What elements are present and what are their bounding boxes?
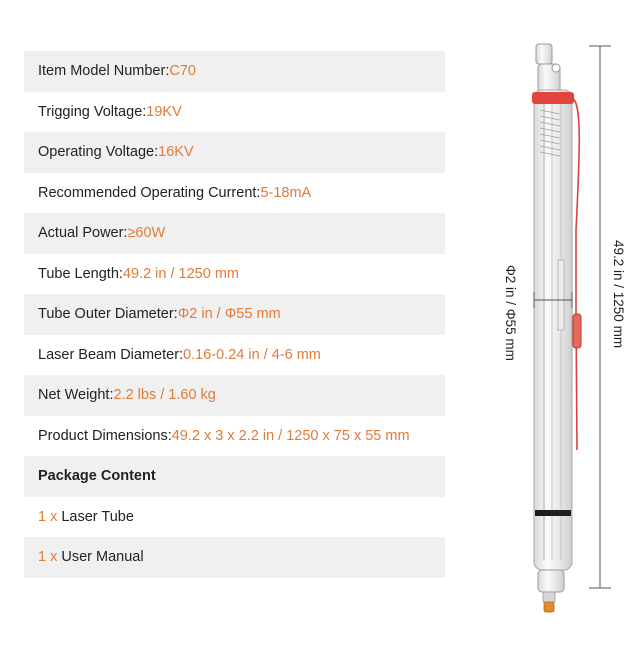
spec-label: Actual Power:: [38, 225, 128, 242]
tube-glass-body: [534, 90, 572, 570]
package-item-qty: 1 x: [38, 508, 58, 525]
package-content-heading: [24, 456, 445, 497]
spec-value: 2.2 lbs / 1.60 kg: [113, 387, 216, 404]
spec-row-trigging-voltage: [24, 92, 445, 133]
package-item-name: User Manual: [61, 549, 144, 566]
spec-label: Recommended Operating Current:: [38, 184, 261, 201]
spec-row-model: [24, 51, 445, 92]
length-dimension-line: [589, 46, 611, 588]
spec-value: Φ2 in / Φ55 mm: [177, 306, 281, 323]
package-item-user-manual: [24, 537, 445, 578]
spec-value: 16KV: [158, 144, 194, 161]
package-item-laser-tube: [24, 497, 445, 538]
spec-label: Tube Outer Diameter:: [38, 306, 178, 323]
spec-label: Operating Voltage:: [38, 144, 159, 161]
spec-value: 49.2 x 3 x 2.2 in / 1250 x 75 x 55 mm: [171, 427, 410, 444]
red-wire: [572, 98, 579, 450]
side-electrode: [558, 260, 564, 330]
spec-label: Product Dimensions:: [38, 427, 172, 444]
spec-label: Laser Beam Diameter:: [38, 346, 184, 363]
length-dimension-label: 49.2 in / 1250 mm: [611, 240, 626, 349]
spec-row-operating-voltage: [24, 132, 445, 173]
spec-row-actual-power: [24, 213, 445, 254]
wire-connector: [573, 314, 581, 348]
package-item-qty: 1 x: [38, 549, 58, 566]
spec-row-tube-length: [24, 254, 445, 295]
spec-label: Tube Length:: [38, 265, 123, 282]
black-band: [535, 510, 571, 516]
spec-value: 19KV: [146, 103, 182, 120]
spec-label: Trigging Voltage:: [38, 103, 147, 120]
diameter-dimension-label: Φ2 in / Φ55 mm: [503, 265, 518, 361]
spec-row-dimensions: [24, 416, 445, 457]
spec-value: C70: [169, 63, 196, 80]
red-connector-band: [532, 92, 574, 104]
spec-row-beam-diameter: [24, 335, 445, 376]
spec-row-operating-current: [24, 173, 445, 214]
spec-label: Item Model Number:: [38, 63, 170, 80]
spec-row-net-weight: [24, 375, 445, 416]
spec-table: [24, 51, 445, 578]
orange-output-window: [544, 602, 554, 612]
spec-row-outer-diameter: [24, 294, 445, 335]
spec-value: ≥60W: [127, 225, 166, 242]
tube-bottom-end: [538, 570, 564, 612]
spec-label: Net Weight:: [38, 387, 114, 404]
spec-value: 0.16-0.24 in / 4-6 mm: [183, 346, 321, 363]
tube-top-end: [536, 44, 560, 94]
package-item-name: Laser Tube: [61, 508, 134, 525]
package-heading-text: Package Content: [38, 468, 156, 485]
spec-value: 5-18mA: [260, 184, 312, 201]
spec-value: 49.2 in / 1250 mm: [122, 265, 239, 282]
